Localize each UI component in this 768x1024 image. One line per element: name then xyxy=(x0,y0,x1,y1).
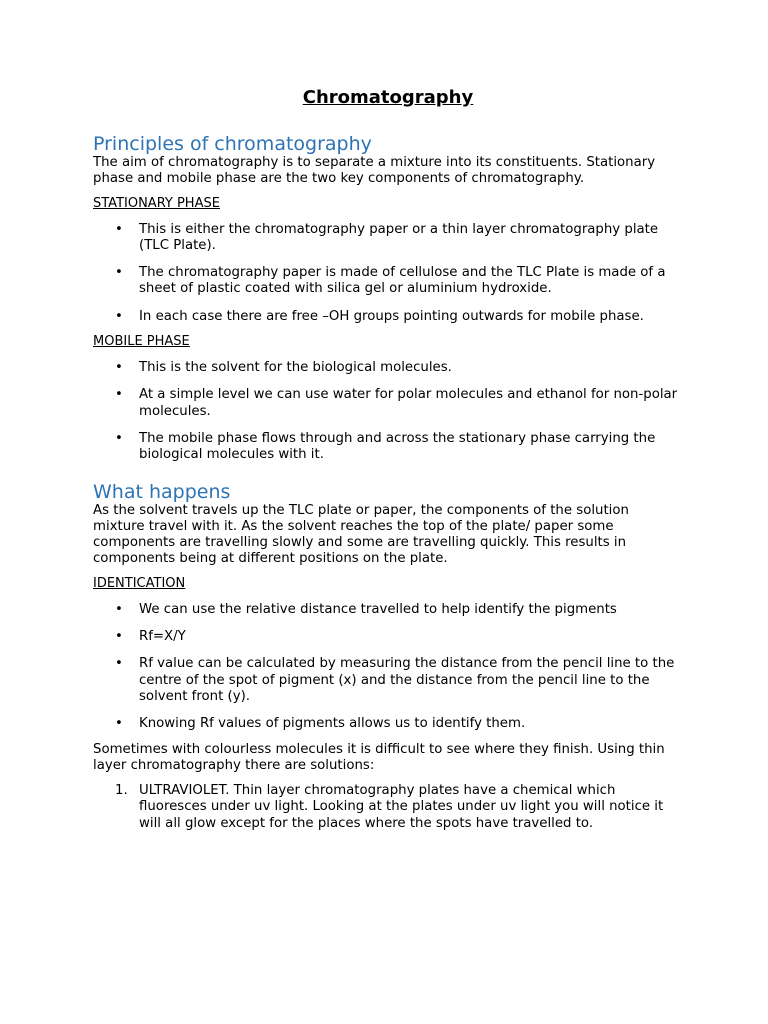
what-happens-paragraph: As the solvent travels up the TLC plate or paper, the components of the solution mixture travel with it. As the solvent reaches the top of the plate/ paper some components are travelling slowly and some are travelling quickly. This results in components being at different positions on the plate. xyxy=(93,502,629,567)
identication-list xyxy=(93,602,683,733)
bullet-icon: • xyxy=(115,430,123,446)
principles-intro-paragraph: The aim of chromatography is to separate a mixture into its constituents. Stationary phase and mobile phase are the two key components of chromatography. xyxy=(93,155,656,187)
bullet-icon: • xyxy=(115,387,123,403)
list-item xyxy=(93,309,683,325)
list-item-text: The chromatography paper is made of cellulose and the TLC Plate is made of a sheet of plastic coated with silica gel or aluminium hydroxide. xyxy=(139,265,666,297)
bullet-icon: • xyxy=(115,629,123,645)
list-item-text: We can use the relative distance travelled to help identify the pigments xyxy=(139,601,617,617)
stationary-phase-list xyxy=(93,222,683,325)
bullet-icon: • xyxy=(115,601,123,617)
list-item xyxy=(93,360,683,376)
list-number: 1. xyxy=(115,783,128,799)
identication-label: IDENTICATION xyxy=(93,575,186,591)
heading-what-happens: What happens xyxy=(93,480,231,503)
list-item-text: Knowing Rf values of pigments allows us to identify them. xyxy=(139,716,526,732)
list-item xyxy=(93,431,683,464)
list-item xyxy=(93,629,683,645)
colourless-molecules-paragraph: Sometimes with colourless molecules it is difficult to see where they finish. Using thin layer chromatography there are solutions: xyxy=(93,741,665,773)
bullet-icon: • xyxy=(115,656,123,672)
mobile-phase-list xyxy=(93,360,683,463)
list-item xyxy=(93,387,683,420)
list-item-text: Rf value can be calculated by measuring the distance from the pencil line to the centre of the spot of pigment (x) and the distance from the pencil line to the solvent front (y). xyxy=(139,656,675,704)
list-item-text: In each case there are free –OH groups pointing outwards for mobile phase. xyxy=(139,308,644,324)
list-item-text: At a simple level we can use water for polar molecules and ethanol for non-polar molecules. xyxy=(139,387,678,419)
document-page xyxy=(93,86,683,843)
list-item-text: Rf=X/Y xyxy=(139,629,186,645)
bullet-icon: • xyxy=(115,716,123,732)
list-item xyxy=(93,602,683,618)
list-item-text: ULTRAVIOLET. Thin layer chromatography plates have a chemical which fluoresces under uv light. Looking at the plates under uv light you will notice it will all glow except for the places where the spots have travelled to. xyxy=(139,783,664,831)
stationary-phase-label: STATIONARY PHASE xyxy=(93,195,220,211)
list-item xyxy=(93,222,683,255)
solutions-list xyxy=(93,783,683,832)
bullet-icon: • xyxy=(115,308,123,324)
list-item-text: The mobile phase flows through and across the stationary phase carrying the biological molecules with it. xyxy=(139,430,656,463)
list-item-text: This is the solvent for the biological molecules. xyxy=(139,360,452,376)
mobile-phase-label: MOBILE PHASE xyxy=(93,334,190,350)
list-item-text: This is either the chromatography paper or a thin layer chromatography plate (TLC Plate). xyxy=(139,221,659,253)
bullet-icon: • xyxy=(115,360,123,376)
bullet-icon: • xyxy=(115,221,123,237)
bullet-icon: • xyxy=(115,265,123,281)
list-item xyxy=(93,716,683,732)
heading-principles: Principles of chromatography xyxy=(93,133,372,155)
section-spacer xyxy=(93,464,683,481)
list-item xyxy=(93,656,683,705)
list-item xyxy=(93,783,683,832)
document-title: Chromatography xyxy=(302,87,474,108)
list-item xyxy=(93,265,683,298)
